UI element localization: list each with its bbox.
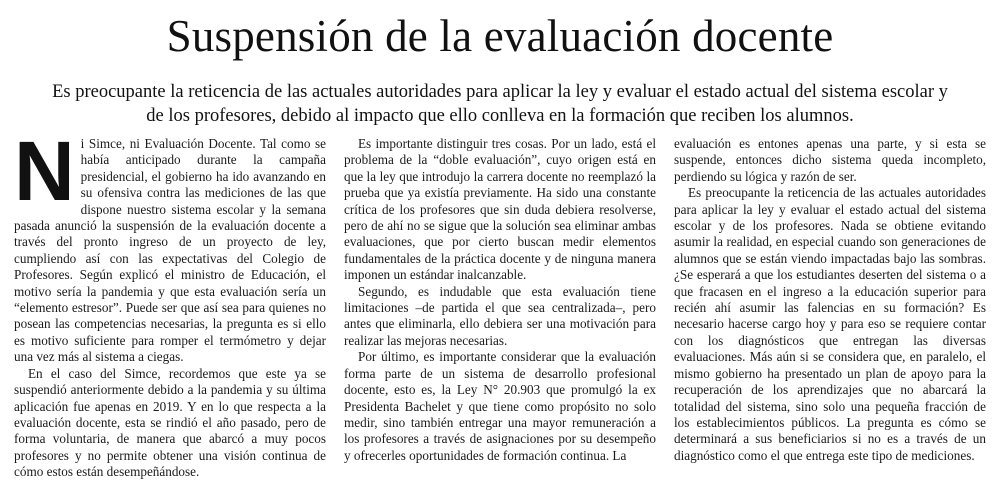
column-3: [674, 136, 986, 463]
subheadline: Es preocupante la reticencia de las actuales autoridades para aplicar la ley y evaluar el estado actual del sistema escolar y de los profesores, debido al impacto que ello conlleva en la formación que reciben los alumnos.: [52, 82, 948, 126]
paragraph: i Simce, ni Evaluación Docente. Tal como se había anticipado durante la campaña presidencial, el gobierno ha ido avanzando en su ofensiva contra las mediciones de las que dispone nuestro sistema escolar y la semana pasada anunció la suspensión de la evaluación docente a través del pronto ingreso de un proyecto de ley, cumpliendo así con las expectativas del Colegio de Profesores. Según explicó el ministro de Educación, el motivo sería la pandemia y que esta evaluación sería un “elemento estresor”. Puede ser que así sea para quienes no posean las competencias necesarias, la pregunta es si ello es motivo suficiente para romper el termómetro y dejar una vez más al sistema a ciegas.: [14, 136, 326, 365]
paragraph: Es importante distinguir tres cosas. Por un lado, está el problema de la “doble evaluación”, cuyo origen está en que la ley que introdujo la carrera docente no reemplazó la prueba que ya existía previamente. Ha sido una constante crítica de los profesores que sin duda debiera resolverse, pero de ahí no se sigue que la solución sea eliminar ambas evaluaciones, que por cierto buscan medir elementos fundamentales de la práctica docente y de ninguna manera imponen un estándar inalcanzable.: [344, 136, 656, 283]
headline: Suspensión de la evaluación docente: [166, 11, 834, 61]
drop-cap: N: [14, 124, 75, 218]
paragraph: Por último, es importante considerar que la evaluación forma parte de un sistema de desarrollo profesional docente, esto es, la Ley N° 20.903 que promulgó la ex Presidenta Bachelet y que tiene como propósito no solo medir, sino también entregar una mayor remuneración a los profesores a través de asignaciones por su desempeño y ofrecerles oportunidades de formación continua. La: [344, 349, 656, 463]
article-body: [14, 124, 986, 480]
paragraph: Segundo, es indudable que esta evaluación tiene limitaciones –de partida el que sea centralizada–, pero antes que eliminarla, ello debiera ser una motivación para realizar las mejoras necesarias.: [344, 283, 656, 348]
column-1: [14, 124, 326, 480]
paragraph: evaluación es entones apenas una parte, y si esta se suspende, entonces dicho sistema queda incompleto, perdiendo su lógica y razón de ser.: [674, 136, 986, 184]
column-2: [344, 136, 656, 463]
paragraph: Es preocupante la reticencia de las actuales autoridades para aplicar la ley y evaluar el estado actual del sistema escolar y de los profesores. Nada se obtiene evitando asumir la realidad, en especial cuando son generaciones de alumnos que se están viendo impactadas bajo las sombras. ¿Se esperará a que los estudiantes deserten del sistema o a que fracasen en el ingreso a la educación superior para recién ahí asumir las falencias en su formación? Es necesario hacerse cargo hoy y para eso se requiere contar con los diagnósticos que entregan las diversas evaluaciones. Más aún si se considera que, en paralelo, el mismo gobierno ha presentado un plan de apoyo para la recuperación de los aprendizajes que no abarcará la totalidad del sistema, sino solo una pequeña fracción de los establecimientos públicos. La pregunta es cómo se determinará a sus beneficiarios si no es a través de un diagnóstico como el que entrega este tipo de mediciones.: [674, 185, 986, 463]
paragraph: En el caso del Simce, recordemos que este ya se suspendió anteriormente debido a la pandemia y su última aplicación fue apenas en 2019. Y en lo que respecta a la evaluación docente, esta se rindió el año pasado, pero de forma voluntaria, de manera que abarcó a muy pocos profesores y no permite obtener una visión continua de cómo estos están desempeñándose.: [14, 365, 326, 480]
